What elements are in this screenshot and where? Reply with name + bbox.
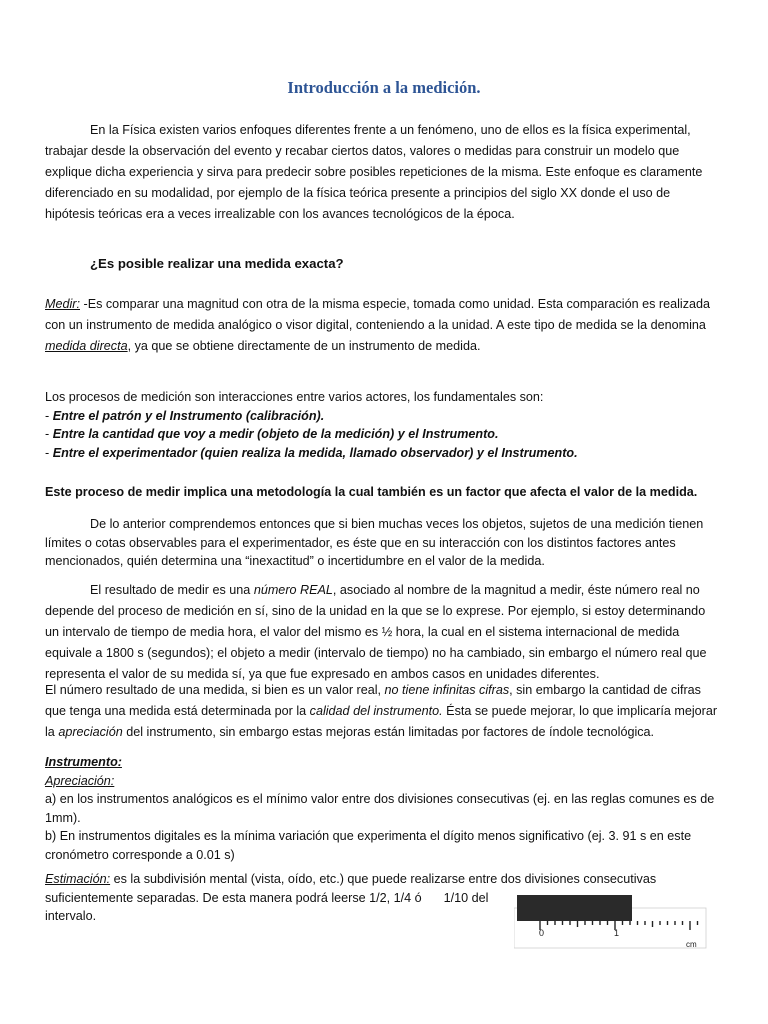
measured-object: [517, 895, 632, 921]
estimacion-text-2a: suficientemente separadas. De esta manera podrá leerse 1/2, 1/4 ó: [45, 890, 422, 905]
apreciacion-item-b: b) En instrumentos digitales es la mínima variación que experimenta el dígito menos significativo (ej. 3. 91 s en este cronómetro corresponde a 0.01 s): [45, 829, 692, 862]
apreciacion-item-a: a) en los instrumentos analógicos es el mínimo valor entre dos divisiones consecutivas (ej. en las reglas comunes es de 1mm).: [45, 792, 715, 825]
medir-text-2: , ya que se obtiene directamente de un instrumento de medida.: [127, 339, 481, 353]
resultado-paragraph: [45, 580, 720, 685]
estimacion-text-2b: 1/10 del: [443, 890, 489, 905]
numero-real-term: número REAL: [253, 583, 333, 597]
numero-paragraph: [45, 680, 720, 743]
procesos-item-text: Entre el experimentador (quien realiza la medida, llamado observador) y el Instrumento.: [52, 445, 578, 460]
list-dash: -: [45, 445, 53, 460]
medir-term: Medir:: [45, 297, 80, 311]
procesos-item: [45, 444, 720, 463]
anterior-paragraph: De lo anterior comprendemos entonces que si bien muchas veces los objetos, sujetos de una medición tienen límites o cotas observables para el experimentador, es éste que en su interacción con los distintos factores antes mencionados, quién determina una “inexactitud” o incertidumbre en el valor de la medida.: [45, 517, 704, 568]
instrumento-heading: Instrumento:: [45, 755, 122, 769]
list-dash: -: [45, 408, 53, 423]
procesos-item: [45, 407, 720, 426]
medir-text-1: -Es comparar una magnitud con otra de la misma especie, tomada como unidad. Esta comparación es realizada con un instrumento de medida analógico o visor digital, conteniendo a la unidad. A este tipo de medida se la denomina: [45, 297, 711, 332]
instrumento-section: [45, 753, 720, 864]
apreciacion-label: Apreciación:: [45, 773, 115, 788]
ruler-graphic: [514, 890, 709, 952]
numero-text-2: , sin embargo la cantidad de cifras que tenga una medida está determinada por la: [45, 683, 701, 718]
numero-text-3: Ésta se puede mejorar, lo que implicaría mejorar la: [45, 704, 718, 739]
metodologia-paragraph: Este proceso de medir implica una metodología la cual también es un factor que afecta el valor de la medida.: [45, 485, 698, 499]
estimacion-line-1: [45, 870, 720, 889]
question-heading: ¿Es posible realizar una medida exacta?: [90, 256, 344, 271]
numero-text-4: del instrumento, sin embargo estas mejoras están limitadas por factores de índole tecnológica.: [122, 725, 655, 739]
estimacion-text-1: es la subdivisión mental (vista, oído, etc.) que puede realizarse entre dos divisiones consecutivas: [110, 872, 657, 886]
ruler-label-1: 1: [614, 928, 620, 938]
procesos-section: [45, 388, 720, 462]
procesos-item: [45, 425, 720, 444]
ruler-illustration: [514, 890, 709, 952]
ruler-label-0: 0: [539, 928, 545, 938]
list-dash: -: [45, 427, 53, 441]
intro-paragraph: En la Física existen varios enfoques diferentes frente a un fenómeno, uno de ellos es la física experimental, trabajar desde la observación del evento y recabar ciertos datos, valores o medidas para construir un modelo que explique dicha experiencia y sirva para predecir sobre posibles repeticiones de la misma. Este enfoque es claramente diferenciado en su modalidad, por ejemplo de la física teórica presente a principios del siglo XX donde el uso de hipótesis teóricas era a veces irrealizable con los avances tecnológicos de la época.: [45, 123, 703, 221]
apreciacion-term: apreciación: [58, 725, 123, 739]
infinitas-cifras-term: no tiene infinitas cifras: [384, 683, 510, 697]
procesos-intro: Los procesos de medición son interacciones entre varios actores, los fundamentales son:: [45, 390, 544, 404]
numero-text-1: El número resultado de una medida, si bien es un valor real,: [45, 683, 385, 697]
estimacion-label: Estimación:: [45, 872, 111, 886]
medida-directa-term: medida directa: [45, 339, 128, 353]
resultado-text-1: El resultado de medir es una: [90, 583, 254, 597]
procesos-item-text: Entre la cantidad que voy a medir (objeto de la medición) y el Instrumento.: [52, 427, 499, 441]
estimacion-line-3: intervalo.: [45, 909, 97, 923]
page-title: Introducción a la medición.: [287, 78, 481, 97]
procesos-item-text: Entre el patrón y el Instrumento (calibración).: [52, 408, 325, 423]
calidad-instrumento-term: calidad del instrumento.: [309, 704, 443, 718]
resultado-text-2: , asociado al nombre de la magnitud a medir, éste número real no depende del proceso de medición en sí, sino de la unidad en la que se lo exprese. Por ejemplo, si estoy determinando un intervalo de tiempo de media hora, el valor del mismo es ½ hora, la cual en el sistema internacional de medida equivale a 1800 s (segundos); el objeto a medir (intervalo de tiempo) no ha cambiado, sin embargo el número real que representa el valor de su medida sí, ya que fue expresado en ambos casos en unidades diferentes.: [45, 583, 707, 681]
medir-paragraph: [45, 294, 720, 357]
ruler-unit-label: cm: [686, 940, 697, 949]
